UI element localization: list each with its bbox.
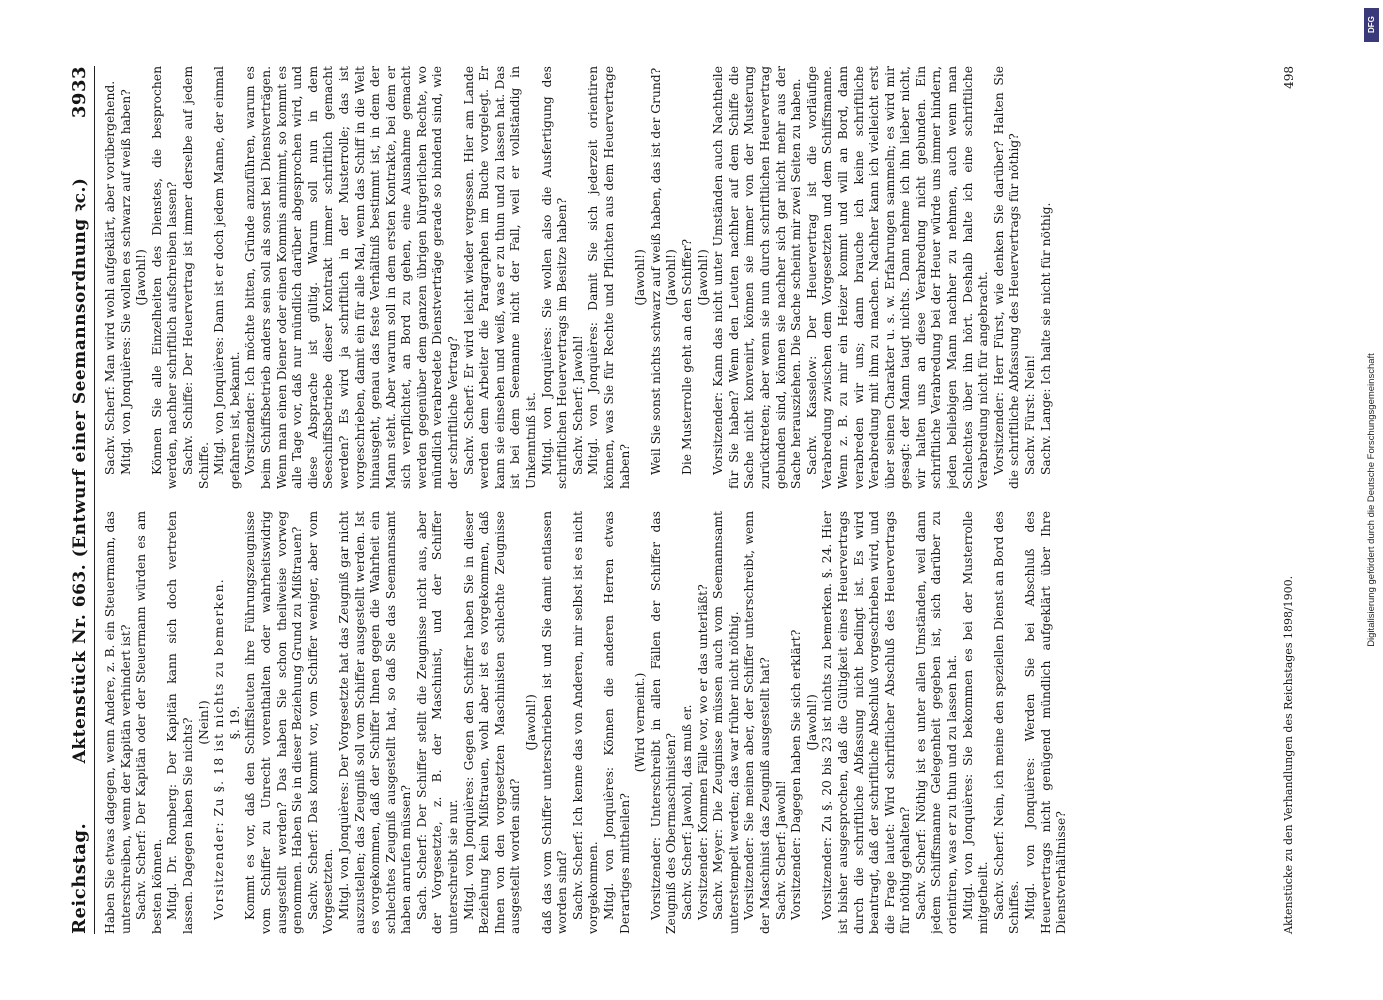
paragraph: Sachv. Scherf: Ich kenne das von Anderen, mir selbst ist es nicht vorgekommen. [570,511,600,934]
paragraph: Mitgl. von Jonquières: Können die anderen Herren etwas Derartiges mittheilen? [601,511,632,934]
digitization-sidebar [1359,0,1383,1000]
paragraph: Mitgl. von Jonquières: Gegen den Schiffer haben Sie in dieser Beziehung kein Mißtrauen, wohl aber ist es vorgekommen, daß Ihnen von den vorgesetzten Maschinisten schlechte Zeugnisse ausgestellt worden sind? [461,511,522,934]
paragraph: Die Musterrolle geht an den Schiffer? [679,239,694,475]
paragraph: Sachv. Fürst: Nein! [1022,354,1037,475]
header-subtitle: (Entwurf einer Seemannsordnung ꝛc.) [69,177,90,558]
header-center [67,178,90,764]
paragraph: Vorsitzender: Zu §. 20 bis 23 ist nichts zu bemerken. §. 24. Hier ist bisher ausgesprochen, daß die Gültigkeit eines Heuervertrags durch die schriftliche Abfassung nicht bedingt ist. Es wird beantragt, daß der schriftliche Abschluß vorgeschrieben wird, und die Frage lautet: Wird schriftlicher Abschluß des Heuervertrags für nöthig gehalten? [819,511,912,934]
running-header [67,66,95,934]
paragraph: Sachv. Scherf: Nein, ich meine den speziellen Dienst an Bord des Schiffes. [991,511,1021,934]
paragraph: Sachv. Scherf: Jawohl! [570,335,585,475]
paragraph: Mitgl. von Jonquières: Sie wollen also die Ausfertigung des schriftlichen Heuervertrags im Besitze haben? [539,66,569,489]
paragraph: (Jawohl!) [632,249,647,306]
footer-source: Aktenstücke zu den Verhandlungen des Reichstages 1898/1900. [1281,575,1295,934]
paragraph: Sachv. Scherf: Das kommt vor, vom Schiffer weniger, aber vom Vorgesetzten. [305,511,335,934]
document-page [47,40,1337,960]
page-footer [1282,66,1296,934]
paragraph: (Wird verneint.) [632,672,647,773]
paragraph: Mitgl. von Jonquières: Der Vorgesetzte hat das Zeugniß gar nicht auszustellen; das Zeugniß soll vom Schiffer ausgestellt werden. Ist es vorgekommen, daß der Schiffer Ihnen gegen die Wahrheit ein schlechtes Zeugniß ausgestellt hat, so daß Sie das Seemannsamt haben anrufen müssen? [336,511,413,934]
paragraph: Sachv. Scherf: Der Kapitän oder der Steuermann würden es am besten können. [133,511,164,934]
paragraph: Sachv. Kasselow: Der Heuervertrag ist die vorläufige Verabredung zwischen dem Vorgesetzten und dem Schiffsmanne. Wenn z. B. zu mir ein Heizer kommt und will an Bord, dann verabreden wir uns; dann brauche ich keine schriftliche Verabredung mit ihm zu machen. Nachher kann ich vielleicht erst über seinen Charakter u. s. w. Erfahrungen sammeln; es wird mir gesagt: der Mann taugt nichts. Dann nehme ich ihn lieber nicht, wir halten uns an diese Verabredung nicht gebunden. Ein schriftliche Verabredung bei der Heuer würde uns immer hindern, jeden beliebigen Mann nachher zu nehmen, auch wenn man Schlechtes über ihn hört. Deshalb halte ich eine schriftliche Verabredung nicht für angebracht. [804,66,990,489]
paragraph: Sachv. Schiffe: Der Heuervertrag ist immer derselbe auf jedem Schiffe. [180,66,211,489]
header-left: Reichstag. [68,822,90,934]
paragraph: Sachv. Meyer: Die Zeugnisse müssen auch vom Seemannsamt unterstempelt werden; das war früher nicht nöthig. [710,511,741,934]
header-title: Aktenstück Nr. 663. [69,563,90,764]
paragraph: Vorsitzender: Unterschreibt in allen Fällen der Schiffer das Zeugniß des Obermaschinisten? [648,511,678,934]
paragraph: Mitgl. Dr. Romberg: Der Kapitän kann sich doch vertreten lassen. Dagegen haben Sie nichts? [164,511,195,934]
paragraph: Sachv. Scherf: Nöthig ist es unter allen Umständen, weil dann jedem Schiffsmanne Gelegenheit gegeben ist, sich darüber zu orientiren, was er zu thun und zu lassen hat. [913,511,959,934]
paragraph: Mitgl. von Jonquières: Sie wollen es schwarz auf weiß haben? [118,89,133,475]
paragraph: Mitgl. von Jonquières: Damit Sie sich jederzeit orientiren können, was Sie für Rechte und Pflichten aus dem Heuervertrage haben? [585,66,632,489]
paragraph: Mitgl. von Jonquières: Sie bekommen es bei der Musterrolle mitgetheilt. [960,511,990,934]
paragraph: §. 19. [227,705,242,740]
paragraph: (Jawohl!) [523,694,538,751]
paragraph: Vorsitzender: Ich möchte bitten, Gründe anzuführen, warum es beim Schiffsbetrieb anders sein soll als sonst bei Dienstverträgen. Wenn man einen Diener oder einen Kommis annimmt, so kommt es alle Tage vor, daß nur mündlich darüber abgesprochen wird, und diese Absprache ist gültig. Warum soll nun in dem Seeschiffsbetriebe dieser Kontrakt immer schriftlich gemacht werden? Es wird ja schriftlich in der Musterrolle; das ist vorgeschrieben, damit ein für alle Mal, wenn das Schiff in die Welt hinausgeht, genau das feste Verhältniß bestimmt ist, in dem der Mann steht. Aber warum soll in dem ersten Kontrakte, bei dem er sich verpflichtet, an Bord zu gehen, eine Ausnahme gemacht werden gegenüber dem ganzen übrigen bürgerlichen Rechte, wo mündlich verabredete Dienstverträge gerade so bindend sind, wie der schriftliche Vertrag? [242,66,460,489]
paragraph: Haben Sie etwas dagegen, wenn Andere, z. B. ein Steuermann, das unterschreiben, wenn der Kapitän verhindert ist? [102,511,133,934]
paragraph: Mitgl. von Jonquières: Dann ist er doch jedem Manne, der einmal gefahren ist, bekannt. [211,66,242,489]
paragraph: Sach. Scherf: Der Schiffer stellt die Zeugnisse nicht aus, aber der Vorgesetzte, z. B. der Maschinist, und der Schiffer unterschreibt sie nur. [414,511,460,934]
paragraph: (Jawohl!) [133,249,148,306]
paragraph: Können Sie alle Einzelheiten des Dienstes, die besprochen werden, nachher schriftlich aufschreiben lassen? [149,66,179,489]
text-column-left [103,511,1278,934]
sheet-number: 498 [1281,66,1296,89]
digitization-note: Digitalisierung gefördert durch die Deutsche Forschungsgemeinschaft [1366,353,1378,647]
paragraph: Sachv. Scherf: Man wird wohl aufgeklärt, aber vorübergehend. [102,80,117,475]
paragraph: Sachv. Lange: Ich halte sie nicht für nöthig. [1038,202,1053,475]
paragraph: (Nein!) [196,700,211,745]
paragraph: (Jawohl!) [695,249,710,306]
paragraph: Sachv. Scherf: Jawohl, das muß er. [679,704,694,920]
page-number: 3933 [68,66,90,119]
paragraph: Vorsitzender: Kommen Fälle vor, wo er das unterläßt? [695,584,710,920]
paragraph: Mitgl. von Jonquières: Werden Sie bei Abschluß des Heuervertrags nicht genügend mündlich aufgeklärt über Ihre Dienstverhältnisse? [1022,511,1068,934]
paragraph: Sachv. Scherf: Jawohl! [773,780,788,920]
paragraph: (Jawohl!) [663,249,678,306]
paragraph: Vorsitzender: Herr Fürst, wie denken Sie darüber? Halten Sie die schriftliche Abfassung des Heuervertrags für nöthig? [991,66,1021,489]
paragraph: Vorsitzender: Kann das nicht unter Umständen auch Nachtheile für Sie haben? Wenn den Leuten nachher auf dem Schiffe die Sache nicht konvenirt, können sie immer von der Musterung zurücktreten; aber wenn sie nun durch schriftlichen Heuervertrag gebunden sind, können sie nachher sich gar nicht mehr aus der Sache herausziehen. Die Sache scheint mir zwei Seiten zu haben. [710,66,803,489]
paragraph: (Jawohl!) [804,694,819,751]
paragraph: Vorsitzender: Zu §. 18 ist nichts zu bemerken. [211,578,226,920]
paragraph: Vorsitzender: Dagegen haben Sie sich erklärt? [788,629,803,920]
paragraph: Kommt es vor, daß den Schiffsleuten ihre Führungszeugnisse vom Schiffer zu Unrecht vorenthalten oder wahrheitswidrig ausgestellt werden? Das haben Sie schon theilweise vorweg genommen. Haben Sie in dieser Beziehung Grund zu Mißtrauen? [242,511,304,934]
paragraph: Weil Sie sonst nichts schwarz auf weiß haben, das ist der Grund? [648,67,663,475]
text-column-right [103,66,1278,489]
paragraph: daß das vom Schiffer unterschrieben ist und Sie damit entlassen worden sind? [539,511,569,934]
paragraph: Vorsitzender: Sie meinen aber, der Schiffer unterschreibt, wenn der Maschinist das Zeugniß ausgestellt hat? [741,511,772,934]
dfg-logo: DFG [1364,8,1379,42]
paragraph: Sachv. Scherf: Er wird leicht wieder vergessen. Hier am Lande werden dem Arbeiter die Paragraphen im Buche vorgelegt. Er kann sie einsehen und weiß, was er zu thun und zu lassen hat. Das ist bei dem Seemanne nicht der Fall, weil er vollständig in Unkenntniß ist. [461,66,538,489]
